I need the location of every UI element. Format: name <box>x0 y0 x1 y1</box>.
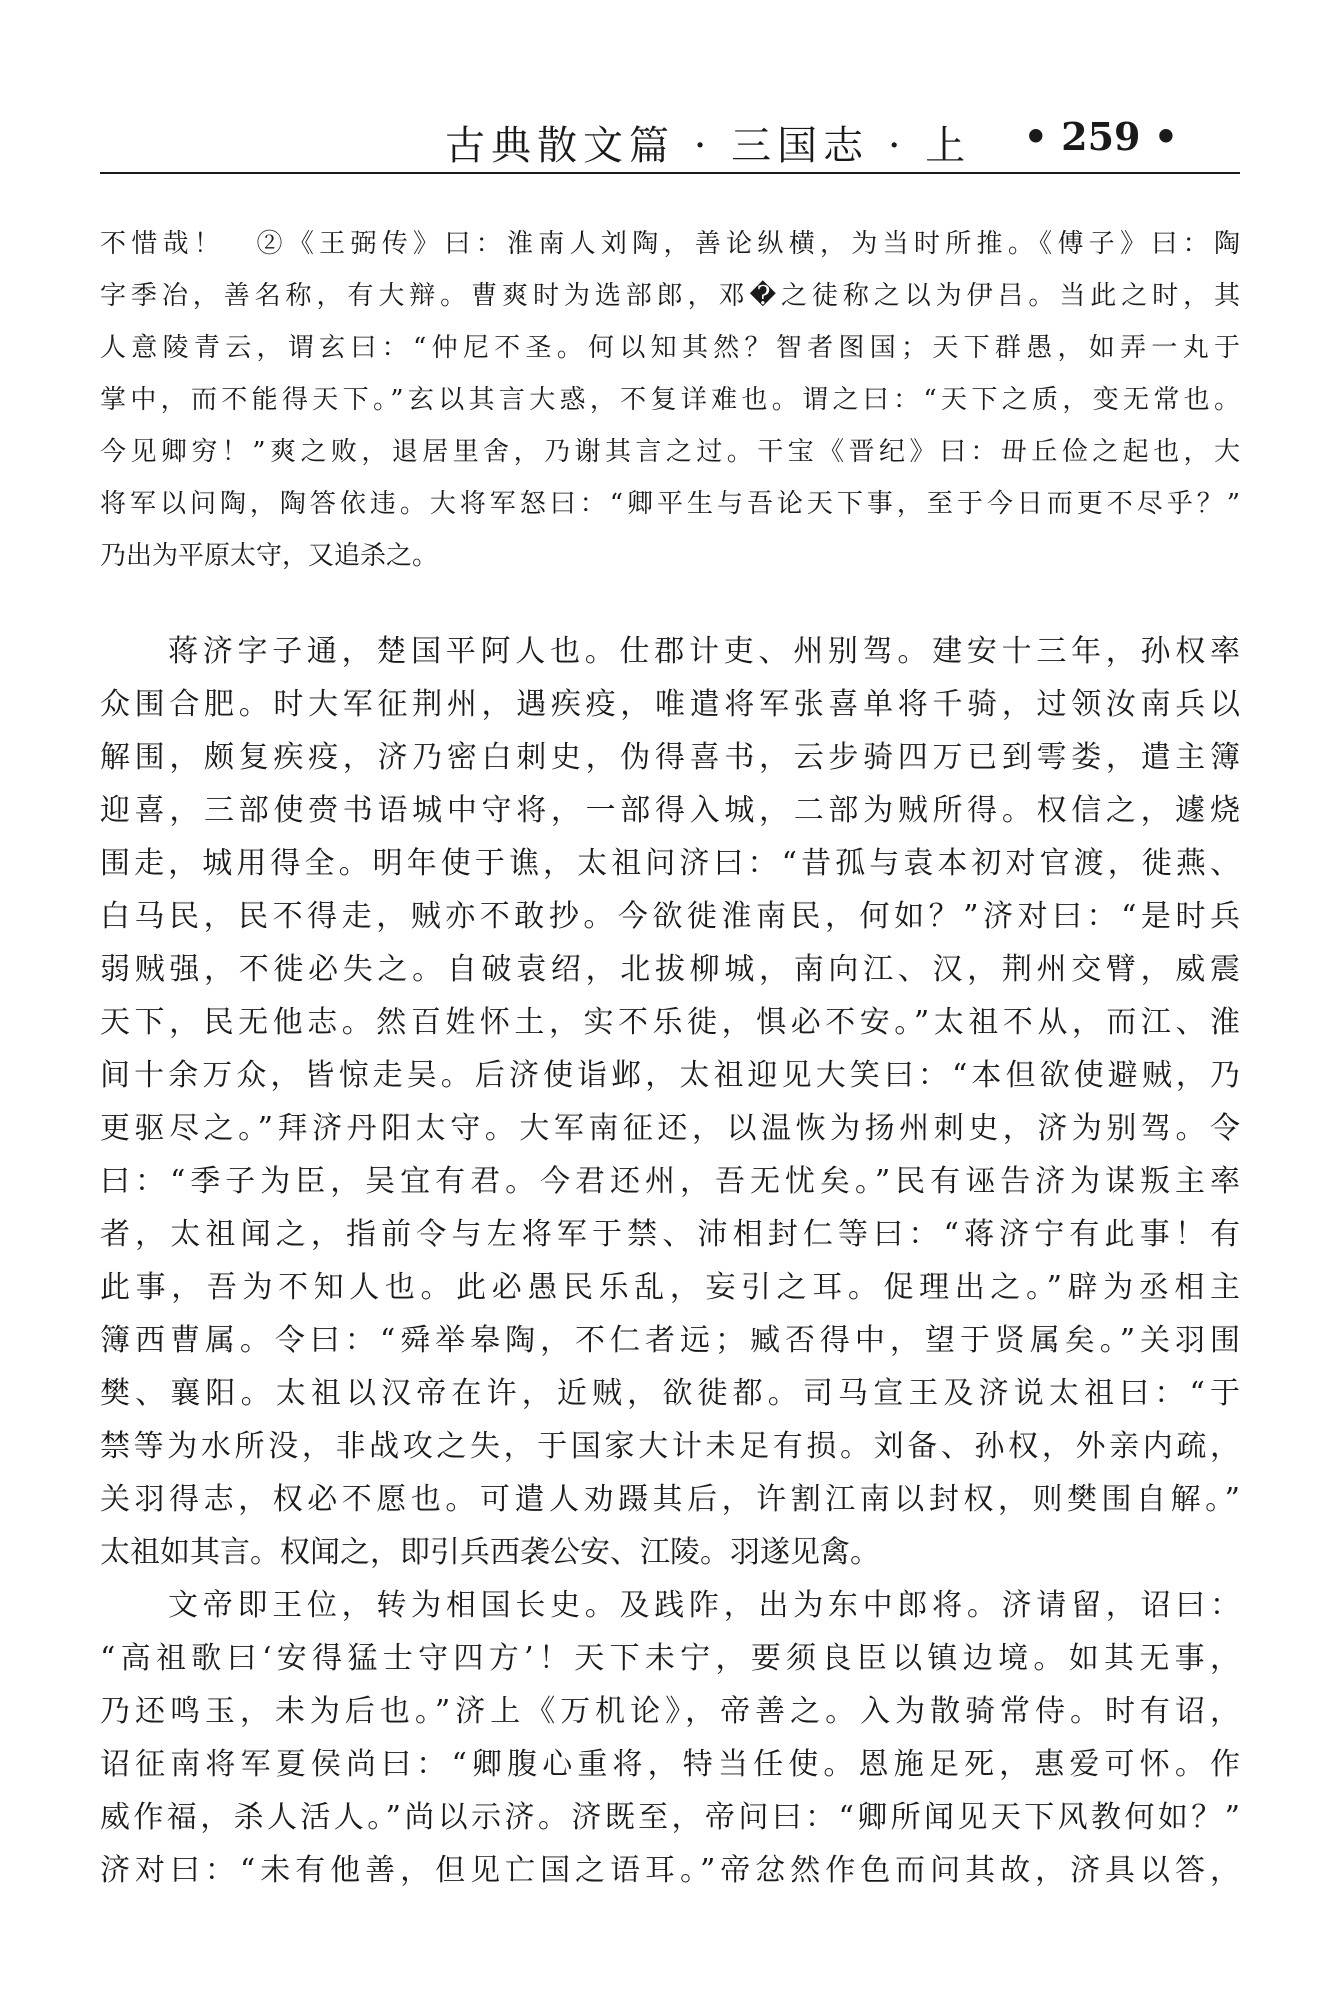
note-line: 不惜哉！ ②《王弼传》曰：淮南人刘陶，善论纵横，为当时所推。《傅子》曰：陶 <box>100 229 1240 259</box>
paragraph-line: 乃还鸣玉，未为后也。”济上《万机论》，帝善之。入为散骑常侍。时有诏， <box>100 1694 1240 1729</box>
running-header <box>100 100 1240 172</box>
paragraph-line: 诏征南将军夏侯尚曰：“卿腹心重将，特当任使。恩施足死，惠爱可怀。作 <box>100 1747 1240 1782</box>
paragraph-line: 文帝即王位，转为相国长史。及践阼，出为东中郎将。济请留，诏曰： <box>168 1588 1240 1623</box>
paragraph-line: 围走，城用得全。明年使于谯，太祖问济曰：“昔孤与袁本初对官渡，徙燕、 <box>100 846 1240 881</box>
note-line: 今见卿穷！”爽之败，退居里舍，乃谢其言之过。干宝《晋纪》曰：毌丘俭之起也，大 <box>100 437 1240 467</box>
paragraph-line: “高祖歌曰‘安得猛士守四方’！天下未宁，要须良臣以镇边境。如其无事， <box>100 1641 1240 1676</box>
paragraph-line: 者，太祖闻之，指前令与左将军于禁、沛相封仁等曰：“蒋济宁有此事！有 <box>100 1217 1240 1252</box>
main-text <box>100 625 1240 1897</box>
paragraph-line: 弱贼强，不徙必失之。自破袁绍，北拔柳城，南向江、汉，荆州交臂，威震 <box>100 952 1240 987</box>
annotation-notes <box>100 218 1240 582</box>
paragraph-line: 白马民，民不得走，贼亦不敢抄。今欲徙淮南民，何如？”济对曰：“是时兵 <box>100 899 1240 934</box>
note-line: 人意陵青云，谓玄曰：“仲尼不圣。何以知其然？智者图国；天下群愚，如弄一丸于 <box>100 333 1240 363</box>
paragraph-line: 济对曰：“未有他善，但见亡国之语耳。”帝忿然作色而问其故，济具以答， <box>100 1853 1240 1888</box>
paragraph-line: 更驱尽之。”拜济丹阳太守。大军南征还，以温恢为扬州刺史，济为别驾。令 <box>100 1111 1240 1146</box>
paragraph-line: 曰：“季子为臣，吴宜有君。今君还州，吾无忧矣。”民有诬告济为谋叛主率 <box>100 1164 1240 1199</box>
paragraph-line: 间十余万众，皆惊走吴。后济使诣邺，太祖迎见大笑曰：“本但欲使避贼，乃 <box>100 1058 1240 1093</box>
note-line: 将军以问陶，陶答依违。大将军怒曰：“卿平生与吾论天下事，至于今日而更不尽乎？” <box>100 489 1240 519</box>
paragraph-line: 樊、襄阳。太祖以汉帝在许，近贼，欲徙都。司马宣王及济说太祖曰：“于 <box>100 1376 1240 1411</box>
header-title: 古典散文篇 · 三国志 · 上 <box>445 123 972 169</box>
header-divider <box>100 172 1240 174</box>
paragraph-line: 此事，吾为不知人也。此必愚民乐乱，妄引之耳。促理出之。”辟为丞相主 <box>100 1270 1240 1305</box>
page-number: • 259 • <box>1023 114 1178 159</box>
paragraph-line: 关羽得志，权必不愿也。可遣人劝蹑其后，许割江南以封权，则樊围自解。” <box>100 1482 1240 1517</box>
paragraph-line: 解围，颇复疾疫，济乃密白刺史，伪得喜书，云步骑四万已到雩娄，遣主簿 <box>100 740 1240 775</box>
note-line: 字季冶，善名称，有大辩。曹爽时为选部郎，邓�之徒称之以为伊吕。当此之时，其 <box>100 281 1240 311</box>
paragraph-line: 众围合肥。时大军征荆州，遇疾疫，唯遣将军张喜单将千骑，过领汝南兵以 <box>100 687 1240 722</box>
paragraph-line: 太祖如其言。权闻之，即引兵西袭公安、江陵。羽遂见禽。 <box>100 1535 880 1570</box>
paragraph-line: 蒋济字子通，楚国平阿人也。仕郡计吏、州别驾。建安十三年，孙权率 <box>168 634 1240 669</box>
paragraph-line: 禁等为水所没，非战攻之失，于国家大计未足有损。刘备、孙权，外亲内疏， <box>100 1429 1240 1464</box>
paragraph-line: 簿西曹属。令曰：“舜举皋陶，不仁者远；臧否得中，望于贤属矣。”关羽围 <box>100 1323 1240 1358</box>
paragraph-line: 迎喜，三部使赍书语城中守将，一部得入城，二部为贼所得。权信之，遽烧 <box>100 793 1240 828</box>
paragraph-line: 威作福，杀人活人。”尚以示济。济既至，帝问曰：“卿所闻见天下风教何如？” <box>100 1800 1240 1835</box>
note-line: 掌中，而不能得天下。”玄以其言大惑，不复详难也。谓之曰：“天下之质，变无常也。 <box>100 385 1240 415</box>
paragraph-line: 天下，民无他志。然百姓怀土，实不乐徙，惧必不安。”太祖不从，而江、淮 <box>100 1005 1240 1040</box>
note-line: 乃出为平原太守，又追杀之。 <box>100 541 439 571</box>
